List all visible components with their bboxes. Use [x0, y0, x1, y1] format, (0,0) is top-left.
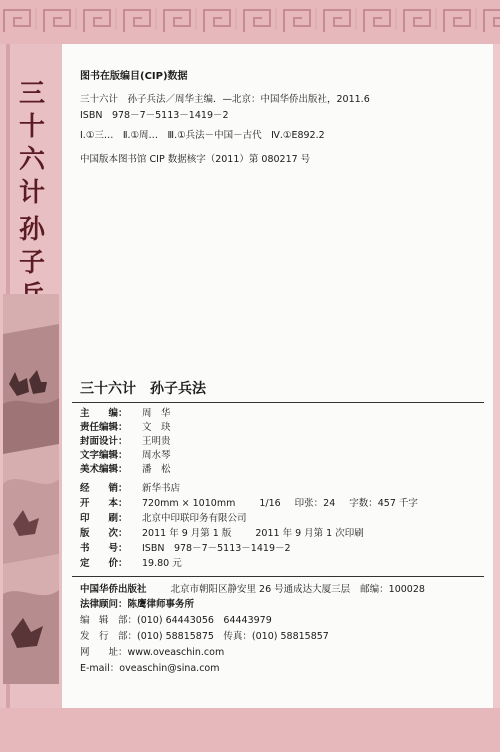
cip-line: 三十六计 孙子兵法／周华主编．—北京：中国华侨出版社，2011.6 [80, 94, 370, 105]
isbn-row: 书 号： ISBN 978－7－5113－1419－2 [80, 543, 291, 554]
publisher-row: 中国华侨出版社 北京市朝阳区静安里 26 号通成达大厦三层 邮编：100028 [80, 584, 425, 595]
printer-row: 印 刷： 北京中印联印务有限公司 [80, 513, 247, 524]
credit-row: 主 编： 周 华 [80, 408, 171, 419]
spine-title-part1: 三十六计 [18, 79, 45, 208]
book-title: 三十六计 孙子兵法 [80, 381, 206, 397]
website: 网 址：www.oveaschin.com [80, 647, 225, 658]
price-row: 定 价： 19.80 元 [80, 558, 182, 569]
credit-row: 封面设计： 王明贵 [80, 436, 171, 447]
cip-line: Ⅰ.①三… Ⅱ.①周… Ⅲ.①兵法－中国－古代 Ⅳ.①E892.2 [80, 130, 325, 141]
top-decorative-border [0, 0, 500, 44]
spine-title-part2: 孙子 [18, 215, 45, 278]
cip-line: 中国版本图书馆 CIP 数据核字（2011）第 080217 号 [80, 154, 311, 165]
editorial-phone: 编 辑 部：(010) 64443056 64443979 [80, 615, 272, 626]
edition-row: 版 次： 2011 年 9 月第 1 版 2011 年 9 月第 1 次印刷 [80, 528, 364, 539]
copyright-page [62, 44, 493, 708]
bottom-decorative-border [0, 708, 500, 752]
distributor-row: 经 销： 新华书店 [80, 483, 181, 494]
email: E-mail：oveaschin@sina.com [80, 663, 220, 674]
divider [72, 576, 484, 577]
format-row: 开 本： 720mm × 1010mm 1/16 印张：24 字数：457 千字 [80, 498, 418, 509]
spine-panel [0, 44, 63, 708]
sales-phone: 发 行 部：(010) 58815875 传真：(010) 58815857 [80, 631, 329, 642]
credit-row: 文字编辑： 周水琴 [80, 450, 171, 461]
legal-counsel: 法律顾问：陈鹰律师事务所 [80, 599, 195, 610]
credit-row: 责任编辑： 文 玦 [80, 422, 171, 433]
cip-heading: 图书在版编目(CIP)数据 [80, 71, 188, 82]
divider [72, 402, 484, 403]
credit-row: 美术编辑： 潘 松 [80, 464, 171, 475]
battle-painting-icon [3, 294, 59, 684]
fret-pattern-icon [0, 4, 500, 36]
cip-line: ISBN 978－7－5113－1419－2 [80, 110, 229, 121]
